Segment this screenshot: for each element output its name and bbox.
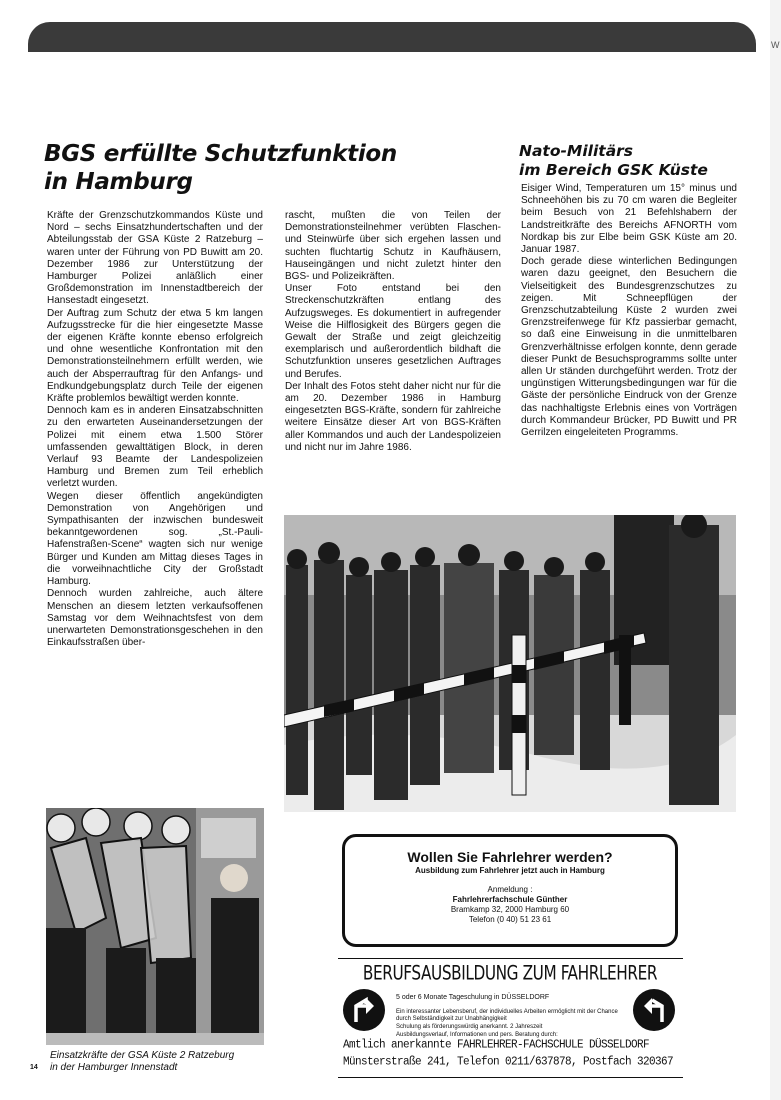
ad-subtitle: Ausbildung zum Fahrlehrer jetzt auch in Hamburg [415,866,605,875]
ad2-footer-line-2: Münsterstraße 241, Telefon 0211/637878, Postfach 320367 [343,1055,674,1069]
ad-contact-label: Anmeldung : [487,885,533,894]
ad-phone: Telefon (0 40) 51 23 61 [468,915,552,924]
photo-border-visit [284,515,736,812]
article-column-2: rascht, mußten die von Teilen der Demonstrationsteilnehmer verübten Flaschen- und Steinwürfe über sich ergehen lassen und suchten fluchtartig Schutz in Kaufhäusern, Hauseingängen und nicht zuletzt hinter den BGS- und Polizeikräften. Unser Foto entstand bei den Streckenschutzkräften entlang des Aufzugsweges. Es dokumentiert in aufregender Weise die Hilflosigkeit des Bürgers gegen die Gewalt der Straße und zeigt gleichzeitig exemplarisch und außerordentlich bildhaft die Schutzfunktion unseres gesetzlichen Auftrages und Berufes. Der Inhalt des Fotos steht daher nicht nur für die am 20. Dezember 1986 in Hamburg eingesetzten BGS-Kräfte, sondern für zahlreiche weitere Einsätze dieser Art von BGS-Kräften aller Kommandos und auch der Landespolizeien und nicht nur im Jahre 1986. [285,210,501,453]
page-header-bar [28,22,756,52]
ad2-footer [343,1037,683,1071]
ad2-footer-line-1: Amtlich anerkannte FAHRLEHRER-FACHSCHULE DÜSSELDORF [343,1039,650,1052]
ad-fahrlehrer-hamburg [342,834,678,947]
ad2-description: Ein interessanter Lebensberuf, der individuelles Arbeiten ermöglicht mit der Chance durch Selbständigkeit zur Unabhängigkeit Schulung als förderungswürdig anerkannt. 2 Jahreszeit Ausbildungsverlauf, Informationen und pers. Beratung durch: [396,1008,618,1038]
ad2-title: BERUFSAUSBILDUNG ZUM FAHRLEHRER [362,962,658,985]
article-column-1: Kräfte der Grenzschutzkommandos Küste und Nord – sechs Einsatzhundertschaften und der Abteilungsstab der GSA Küste 2 Ratzeburg – waren unter der Führung von PD Buwitt am 20. Dezember 1986 zur Unterstützung der Hamburger Polizei anläßlich einer Großdemonstration im Innenstadtbereich der Hansestadt eingesetzt. Der Auftrag zum Schutz der etwa 5 km langen Aufzugsstrecke für die hier eingesetzte Masse der eigenen Kräfte konnte ebenso erfolgreich und ohne wesentliche Konfrontation mit den Demonstrationsteilnehmern erfüllt werden, wie auch der Absperrauftrag für den Anfangs- und Endkundgebungsplatz durch Teile der eigenen Kräfte problemlos bewältigt werden konnte. Dennoch kam es in anderen Einsatzabschnitten zu den erwarteten Auseinandersetzungen der Polizei mit einem etwa 1.500 Störer umfassenden gewalttätigen Block, in deren Verlauf 93 Beamte der Landespolizeien Hamburg und Bremen zum Teil erheblich verletzt wurden. Wegen dieser öffentlich angekündigten Demonstration von Angehörigen und Sympathisanten der inzwischen bundesweit bekanntgewordenen sog. „St.-Pauli-Hafenstraßen-Scene“ wagten sich nur wenige Bürger und Kunden am Mittag dieses Tages in die vorweihnachtliche City der Großstadt Hamburg. Dennoch wurden zahlreiche, auch ältere Menschen an diesem letzten verkaufsoffenen Samstag vor dem Weihnachtsfest von dem unerwarteten Demonstrationsgeschehen in den Einkaufsstraßen über- [47,210,263,649]
ad-rule-top [338,958,683,959]
photo-police-shields [46,808,264,1045]
article-headline: BGS erfüllte Schutzfunktion in Hamburg [44,141,398,195]
ad-title: Wollen Sie Fahrlehrer werden? [407,849,613,865]
ad-address: Bramkamp 32, 2000 Hamburg 60 [450,905,570,914]
photo-caption: Einsatzkräfte der GSA Küste 2 Ratzeburg in der Hamburger Innenstadt [50,1050,235,1073]
scan-edge [770,0,781,1100]
edge-mark: W [771,40,780,50]
side-article-headline: Nato-Militärs im Bereich GSK Küste [519,142,708,179]
road-sign-right-icon [632,988,676,1032]
side-article-body: Eisiger Wind, Temperaturen um 15° minus und Schneehöhen bis zu 70 cm waren die Begleiter beim Besuch von 21 Befehlshabern der Landstreitkräfte des Bereichs AFNORTH vom Nordkap bis zur Elbe beim GSK Küste am 20. Januar 1987. Doch gerade diese winterlichen Bedingungen waren dazu geeignet, den Besuchern die Vielseitigkeit des Bundesgrenzschutzes zu zeigen. Mit Schneepflügen der Grenzschutzabteilung Küste 2 wurden zwei Grenzstreifenwege für Kfz passierbar gemacht, so daß eine Einweisung in die unmittelbaren Grenzverhältnisse erfolgen konnte, denn gerade dieser Punkt de Besuchsprogramms sollte unter allen Ur ständen durchgeführt werden. Trotz der ungünstigen Witterungsbedingungen war für die Gäste der persönliche Eindruck von der Grenze das nachhaltigste Erlebnis eines von Vorträgen durch Kommandeur Brücker, PD Buwitt und PR Gerrilzen eingeleiteten Programms. [521,183,737,439]
page-number: 14 [30,1064,38,1071]
ad-school-name: Fahrlehrerfachschule Günther [452,895,568,904]
road-sign-left-icon [342,988,386,1032]
ad-rule-bottom [338,1077,683,1078]
ad2-line-1: 5 oder 6 Monate Tageschulung in DÜSSELDORF [396,993,550,1001]
